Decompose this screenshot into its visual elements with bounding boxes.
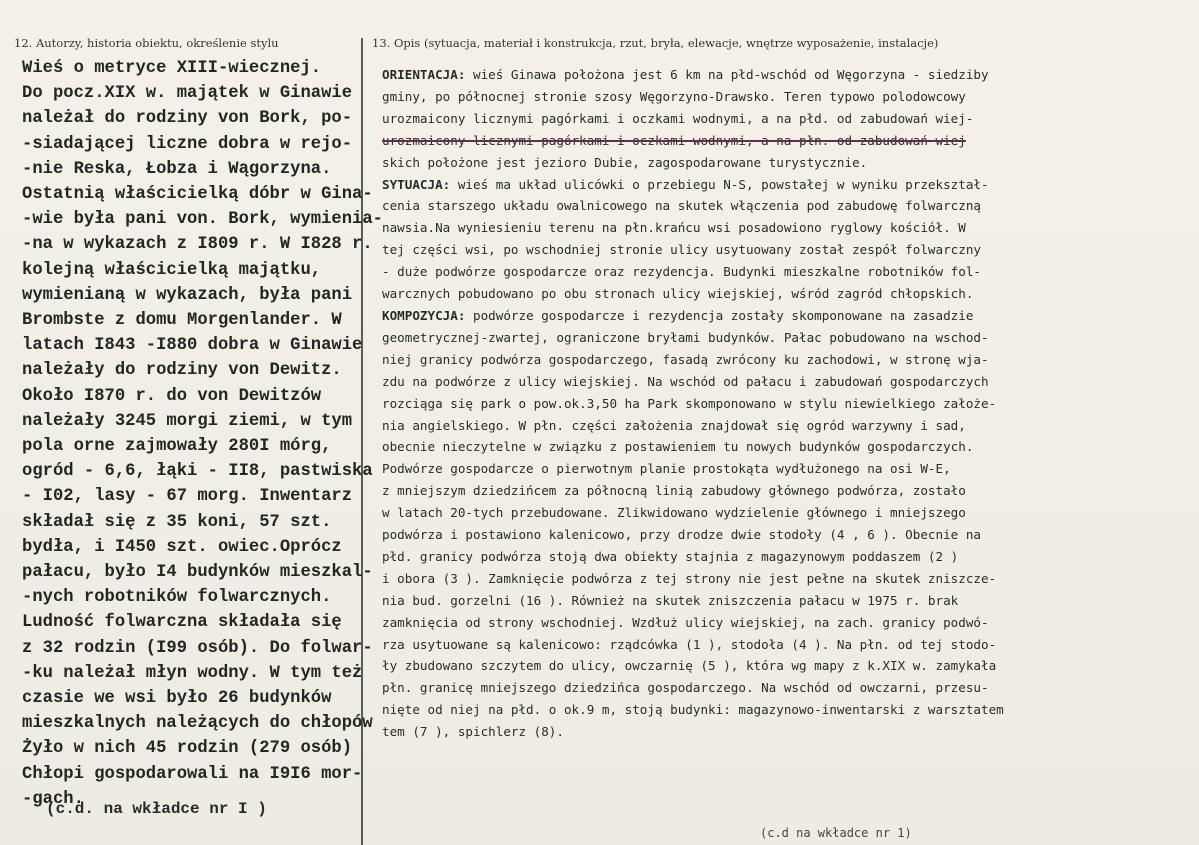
line-text: tem (7 ), spichlerz (8). [382,724,564,740]
line-text: płn. granicę mniejszego dziedzińca gospodarczego. Na wschód od owczarni, przesu- [382,680,989,696]
history-line: bydła, i I450 szt. owiec.Oprócz [22,537,342,557]
history-line: pałacu, było I4 budynków mieszkal- [22,563,373,583]
history-line: ogród - 6,6, łąki - II8, pastwiska [22,462,373,482]
history-line: Ostatnią właścicielką dóbr w Gina- [22,185,373,205]
description-line [382,283,1182,305]
line-text: w latach 20-tych przebudowane. Zlikwidowano wydzielenie głównego i mniejszego [382,505,966,521]
history-line: Chłopi gospodarowali na I9I6 mor- [22,764,363,784]
right-column-header: 13. Opis (sytuacja, materiał i konstrukcja, rzut, bryła, elewacje, wnętrze wyposażenie, instalacje) [372,36,939,50]
right-continuation-note: (c.d na wkładce nr 1) [760,826,912,840]
history-line: -siadającej liczne dobra w rejo- [22,134,353,154]
line-text: płd. granicy podwórza stoją dwa obiekty stajnia z magazynowym poddaszem (2 ) [382,548,959,564]
line-text: nięte od niej na płd. o ok.9 m, stoją budynki: magazynowo-inwentarski z warsztatem [382,702,1004,718]
line-text: cenia starszego układu owalnicowego na skutek włączenia pod zabudowę folwarczną [382,198,981,214]
description-line [382,436,1182,458]
line-text: nawsia.Na wyniesieniu terenu na płn.krańcu wsi posadowiono ryglowy kościół. W [382,220,966,236]
description-line [382,568,1182,590]
history-line: -na w wykazach z I809 r. W I828 r. [22,235,373,255]
description-line [382,174,1182,196]
history-line: Żyło w nich 45 rodzin (279 osób) [22,739,353,759]
left-continuation-note: (c.d. na wkładce nr I ) [46,800,267,818]
history-line: - I02, lasy - 67 morg. Inwentarz [22,487,353,507]
history-line: Do pocz.XIX w. majątek w Ginawie [22,84,353,104]
description-line [382,480,1182,502]
description-line [382,524,1182,546]
line-text: ły zbudowano szczytem do ulicy, owczarnię (5 ), która wg mapy z k.XIX w. zamykała [382,658,997,674]
history-line: należały 3245 morgi ziemi, w tym [22,411,353,431]
description-line [382,239,1182,261]
history-line: składał się z 35 koni, 57 szt. [22,512,332,532]
description-line [382,349,1182,371]
history-line: Wieś o metryce XIII-wiecznej. [22,59,322,78]
line-text: urozmaicony licznymi pagórkami i oczkami wodnymi, a na płn. od zabudowań wiej [382,132,966,148]
left-column-header: 12. Autorzy, historia obiektu, określenie stylu [14,36,279,50]
line-text: geometrycznej-zwartej, ograniczone bryłami budynków. Pałac pobudowano na wschod- [382,329,989,345]
line-text: tej części wsi, po wschodniej stronie ulicy usytuowany został zespół folwarczny [382,242,981,258]
description-line [382,217,1182,239]
line-text: podwórza i postawiono kalenicowo, przy drodze dwie stodoły (4 , 6 ). Obecnie na [382,527,981,543]
line-text: podwórze gospodarcze i rezydencja zostały skomponowane na zasadzie [465,307,974,323]
description-line [382,327,1182,349]
line-text: zamknięcia od strony wschodniej. Wzdłuż ulicy wiejskiej, na zach. granicy podwó- [382,614,989,630]
description-line [382,261,1182,283]
description-line [382,393,1182,415]
description-line [382,502,1182,524]
history-line: wymienianą w wykazach, była pani [22,285,353,305]
description-line [382,546,1182,568]
line-text: rozciąga się park o pow.ok.3,50 ha Park skomponowano w stylu niewielkiego założe- [382,395,997,411]
line-text: - duże podwórze gospodarcze oraz rezydencja. Budynki mieszkalne robotników fol- [382,264,981,280]
history-line: -nie Reska, Łobza i Wągorzyna. [22,159,332,179]
line-text: nia angielskiego. W płn. części założenia znajdował się ogród warzywny i sad, [382,417,966,433]
description-line [382,86,1182,108]
history-line: -gach. [22,789,84,809]
description-line [382,130,1182,152]
history-line: należały do rodziny von Dewitz. [22,361,342,381]
history-line: -wie była pani von. Bork, wymienia- [22,210,383,230]
history-line: mieszkalnych należących do chłopów [22,714,373,734]
history-line: -nych robotników folwarcznych. [22,588,332,608]
description-line [382,634,1182,656]
history-text [22,56,383,812]
history-line: -ku należał młyn wodny. W tym też [22,663,363,683]
description-line [382,195,1182,217]
history-line: należał do rodziny von Bork, po- [22,109,353,129]
description-line [382,590,1182,612]
section-label: KOMPOZYCJA: [382,307,466,323]
description-text [382,64,1182,743]
line-text: nia bud. gorzelni (16 ). Również na skutek zniszczenia pałacu w 1975 r. brak [382,592,959,608]
description-line [382,108,1182,130]
line-text: zdu na podwórze z ulicy wiejskiej. Na wschód od pałacu i zabudowań gospodarczych [382,373,989,389]
description-line [382,655,1182,677]
description-line [382,64,1182,86]
history-line: kolejną właścicielką majątku, [22,260,322,280]
history-line: latach I843 -I880 dobra w Ginawie [22,336,363,356]
description-line [382,152,1182,174]
section-label: SYTUACJA: [382,176,451,192]
history-line: Brombste z domu Morgenlander. W [22,311,342,331]
line-text: warcznych pobudowano po obu stronach ulicy wiejskiej, wśród zagród chłopskich. [382,286,974,302]
description-line [382,677,1182,699]
history-line: Około I870 r. do von Dewitzów [22,386,322,406]
line-text: niej granicy podwórza gospodarczego, fasadą zwrócony ku zachodowi, w stronę wja- [382,351,989,367]
history-line: Ludność folwarczna składała się [22,613,342,633]
description-line [382,721,1182,743]
history-line: pola orne zajmowały 280I mórg, [22,437,332,457]
line-text: z mniejszym dziedzińcem za północną linią zabudowy głównego podwórza, zostało [382,483,966,499]
line-text: rza usytuowane są kalenicowo: rządcówka (1 ), stodoła (4 ). Na płn. od tej stodo- [382,636,997,652]
line-text: urozmaicony licznymi pagórkami i oczkami wodnymi, a na płd. od zabudowań wiej- [382,110,974,126]
line-text: obecnie nieczytelne w związku z postawieniem tu nowych budynków gospodarczych. [382,439,974,455]
line-text: Podwórze gospodarcze o pierwotnym planie prostokąta wydłużonego na osi W-E, [382,461,951,477]
line-text: wieś Ginawa położona jest 6 km na płd-wschód od Węgorzyna - siedziby [465,67,989,82]
history-line: czasie we wsi było 26 budynków [22,689,332,709]
history-line: z 32 rodzin (I99 osób). Do folwar- [22,638,373,658]
description-line [382,305,1182,327]
description-line [382,699,1182,721]
line-text: gminy, po północnej stronie szosy Węgorzyno-Drawsko. Teren typowo polodowcowy [382,88,966,104]
line-text: i obora (3 ). Zamknięcie podwórza z tej strony nie jest pełne na skutek zniszcze- [382,570,997,586]
description-line [382,612,1182,634]
section-label: ORIENTACJA: [382,67,466,82]
description-line [382,371,1182,393]
description-line [382,415,1182,437]
line-text: skich położone jest jezioro Dubie, zagospodarowane turystycznie. [382,154,868,170]
line-text: wieś ma układ ulicówki o przebiegu N-S, powstałej w wyniku przekształ- [450,176,989,192]
description-line [382,458,1182,480]
